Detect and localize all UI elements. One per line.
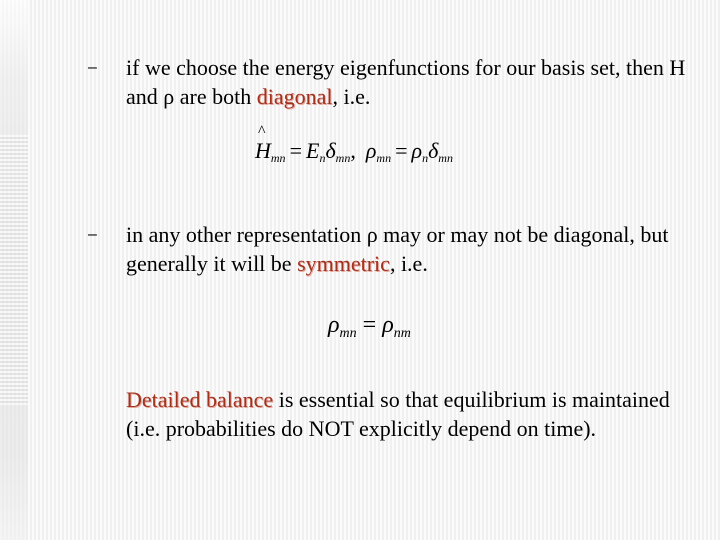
bullet-text-body: in any other representation ρ may or may not be diagonal, but generally it will be (126, 222, 669, 276)
bullet-text (126, 220, 688, 278)
hamiltonian-operator-symbol: ^ H (255, 138, 271, 164)
bullet-dash: – (88, 226, 97, 243)
rho-symbol: ρ (328, 312, 340, 338)
rho-symbol: ρ (411, 138, 423, 163)
rho-symbol: ρ (365, 138, 377, 163)
subscript-n: n (319, 151, 326, 165)
subscript-mn: mn (376, 151, 392, 165)
delta-symbol: δ (325, 138, 336, 163)
bullet-text-tail: , i.e. (389, 251, 428, 276)
bullet-dash: – (88, 59, 97, 76)
energy-symbol: E (305, 138, 320, 163)
subscript-mn: mn (270, 151, 286, 165)
highlight-term-symmetric: symmetric (297, 251, 390, 276)
comma: , (350, 138, 356, 163)
bullet-item-other-representation (88, 220, 688, 278)
bullet-item-energy-eigenfunctions (88, 53, 688, 111)
subscript-nm: nm (393, 326, 411, 341)
equals-sign: = (395, 138, 408, 163)
paragraph-body: is essential so that equilibrium is maintained (i.e. probabilities do NOT explicitly depend on time). (126, 387, 670, 441)
subscript-mn: mn (438, 151, 453, 165)
detailed-balance-paragraph (126, 385, 686, 443)
subscript-n: n (422, 151, 429, 165)
bullet-text-tail: , i.e. (332, 84, 371, 109)
equation-diagonal-elements (255, 138, 453, 184)
highlight-term-diagonal: diagonal (256, 84, 333, 109)
subscript-mn: mn (339, 326, 357, 341)
rho-symbol: ρ (382, 312, 394, 338)
delta-symbol: δ (428, 138, 439, 163)
equals-sign: = (362, 312, 377, 338)
highlight-term-detailed-balance: Detailed balance (126, 387, 274, 412)
equation-symmetric (328, 312, 411, 342)
equals-sign: = (289, 138, 302, 163)
slide-side-decoration (0, 0, 28, 540)
subscript-mn: mn (335, 151, 351, 165)
bullet-text (126, 53, 688, 111)
bullet-text-body: if we choose the energy eigenfunctions for our basis set, then H and ρ are both (126, 55, 686, 109)
